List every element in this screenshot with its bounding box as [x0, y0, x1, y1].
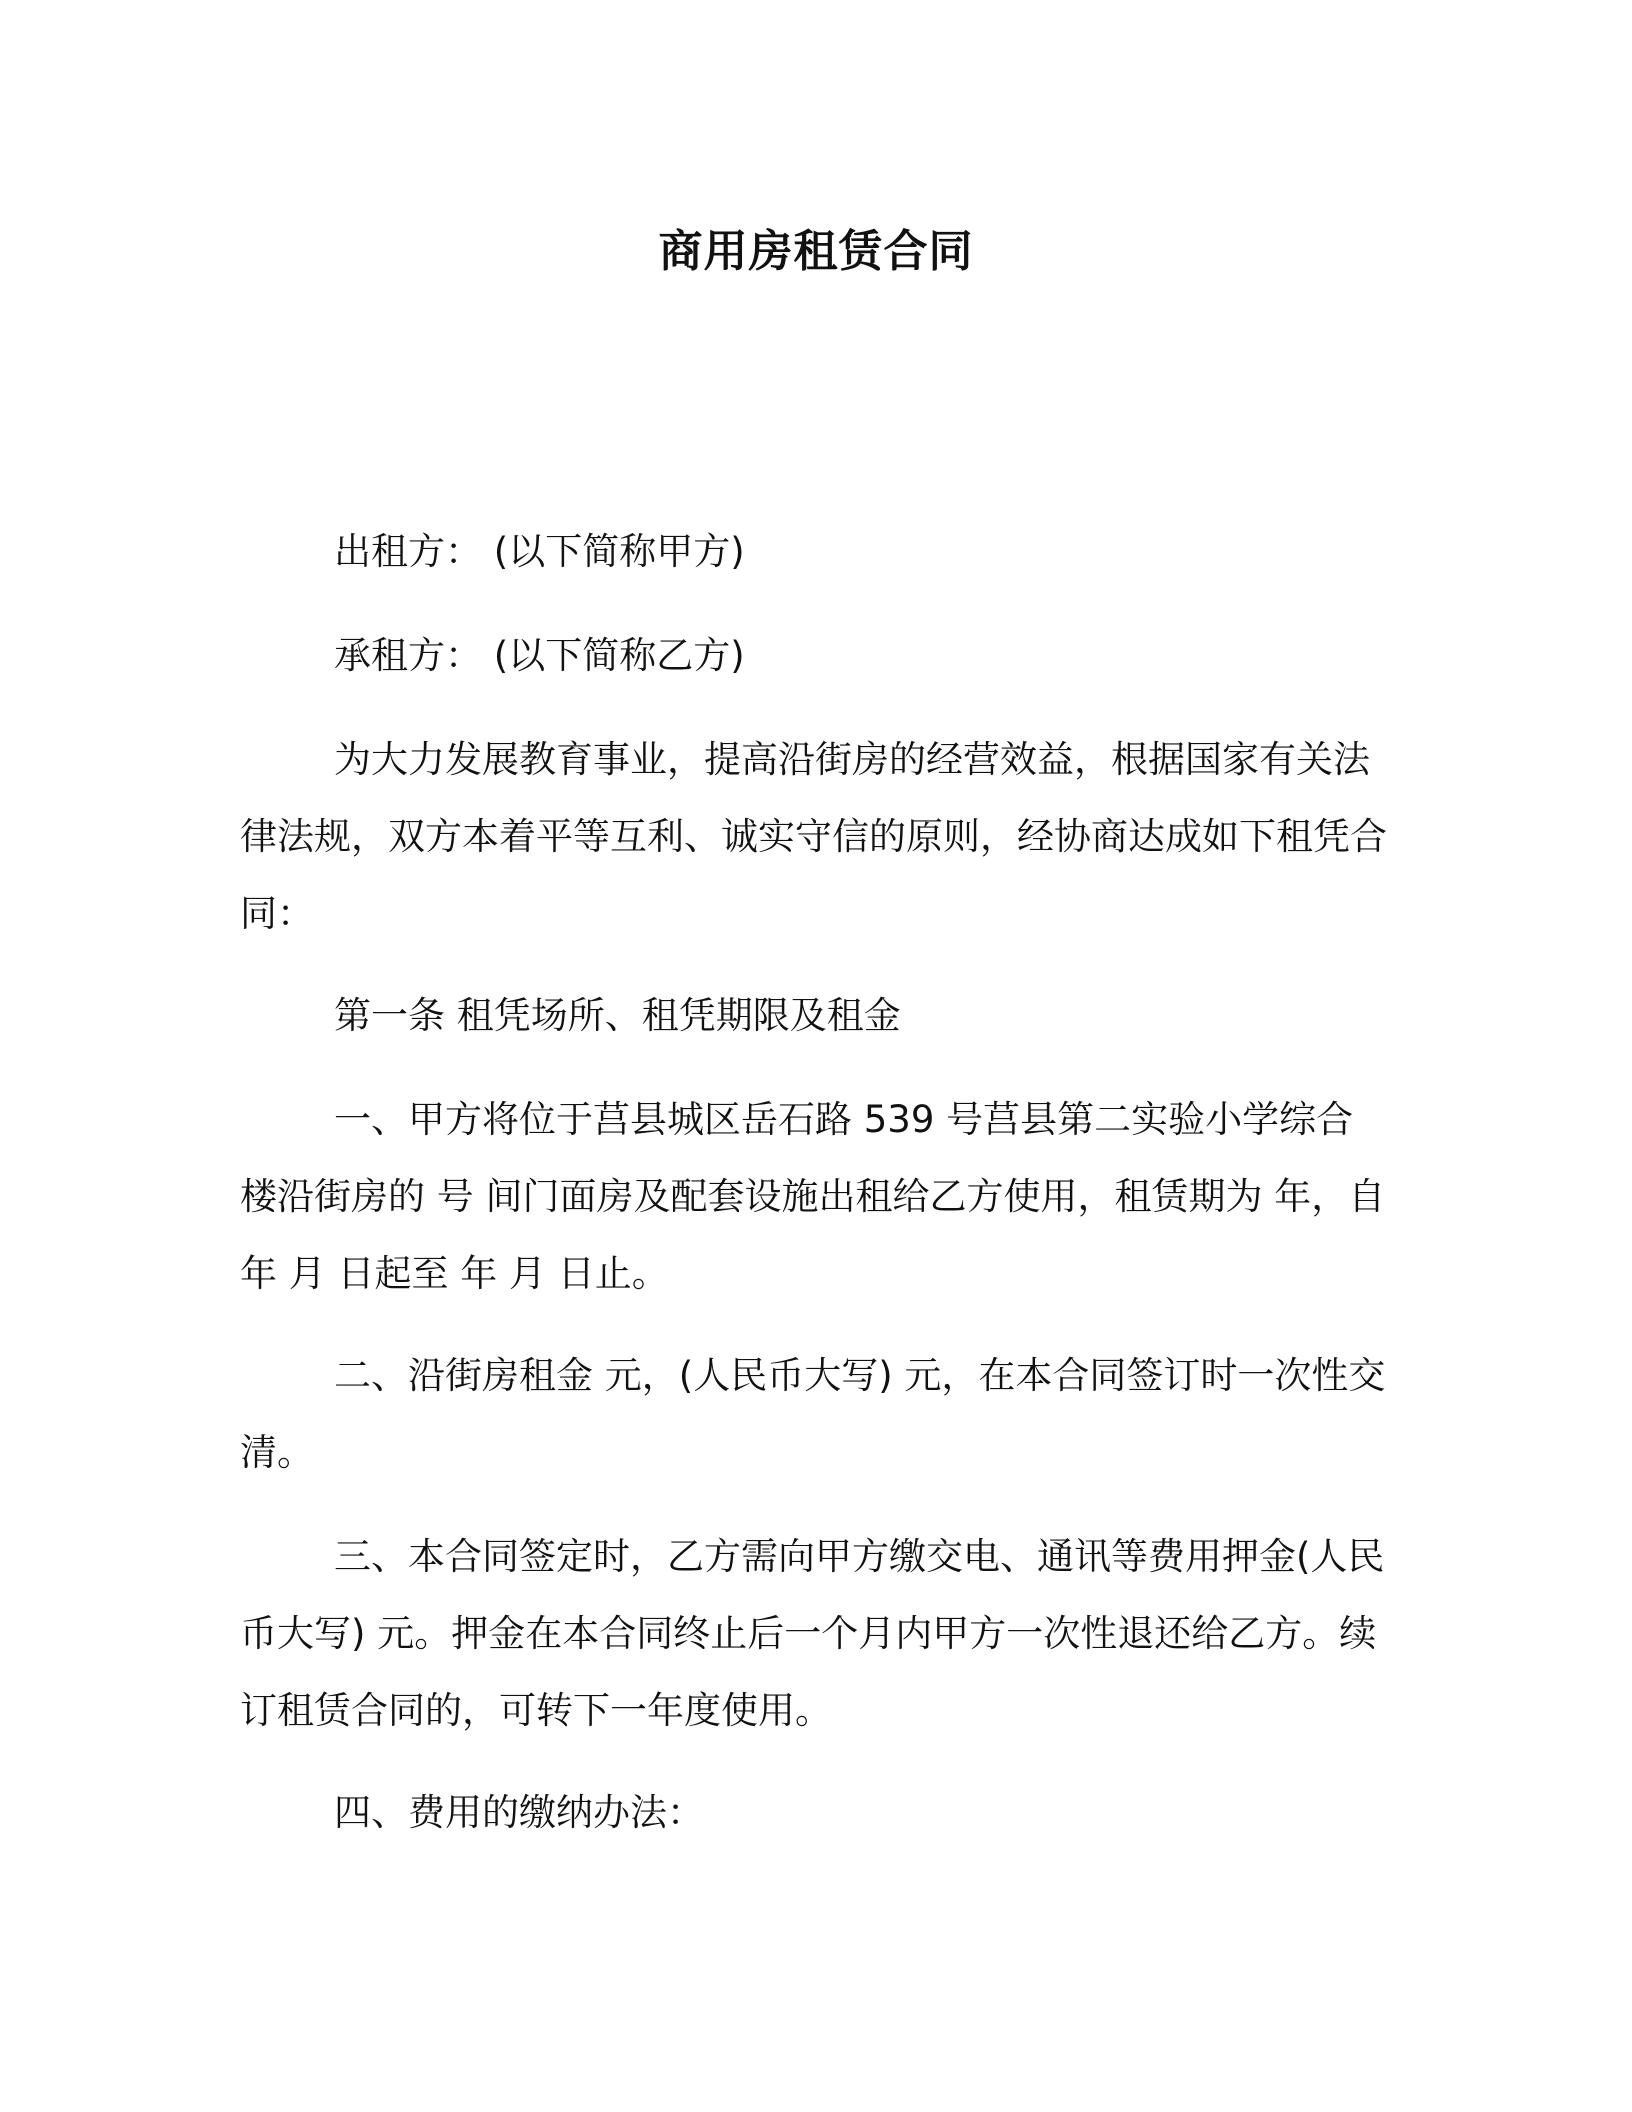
paragraph-clause-2: 二、沿街房租金 元，(人民币大写) 元，在本合同签订时一次性交清。: [240, 1354, 1386, 1474]
paragraph-article-1-heading: 第一条 租凭场所、租凭期限及租金: [334, 994, 901, 1037]
paragraph-clause-3: 三、本合同签定时，乙方需向甲方缴交电、通讯等费用押金(人民币大写) 元。押金在本合同终止后一个月内甲方一次性退还给乙方。续订租赁合同的，可转下一年度使用。: [240, 1535, 1385, 1732]
paragraph-clause-4: 四、费用的缴纳办法：: [334, 1791, 704, 1834]
paragraph-clause-1: 一、甲方将位于莒县城区岳石路 539 号莒县第二实验小学综合楼沿街房的 号 间门面房及配套设施出租给乙方使用，租赁期为 年，自 年 月 日起至 年 月 日止。: [240, 1098, 1386, 1295]
paragraph-lessee: 承租方： (以下简称乙方): [334, 634, 745, 677]
paragraph-preamble: 为大力发展教育事业，提高沿街房的经营效益，根据国家有关法律法规，双方本着平等互利、诚实守信的原则，经协商达成如下租凭合同：: [240, 738, 1387, 935]
paragraph-lessor: 出租方： (以下简称甲方): [334, 530, 745, 573]
document-title: 商用房租赁合同: [658, 226, 974, 277]
